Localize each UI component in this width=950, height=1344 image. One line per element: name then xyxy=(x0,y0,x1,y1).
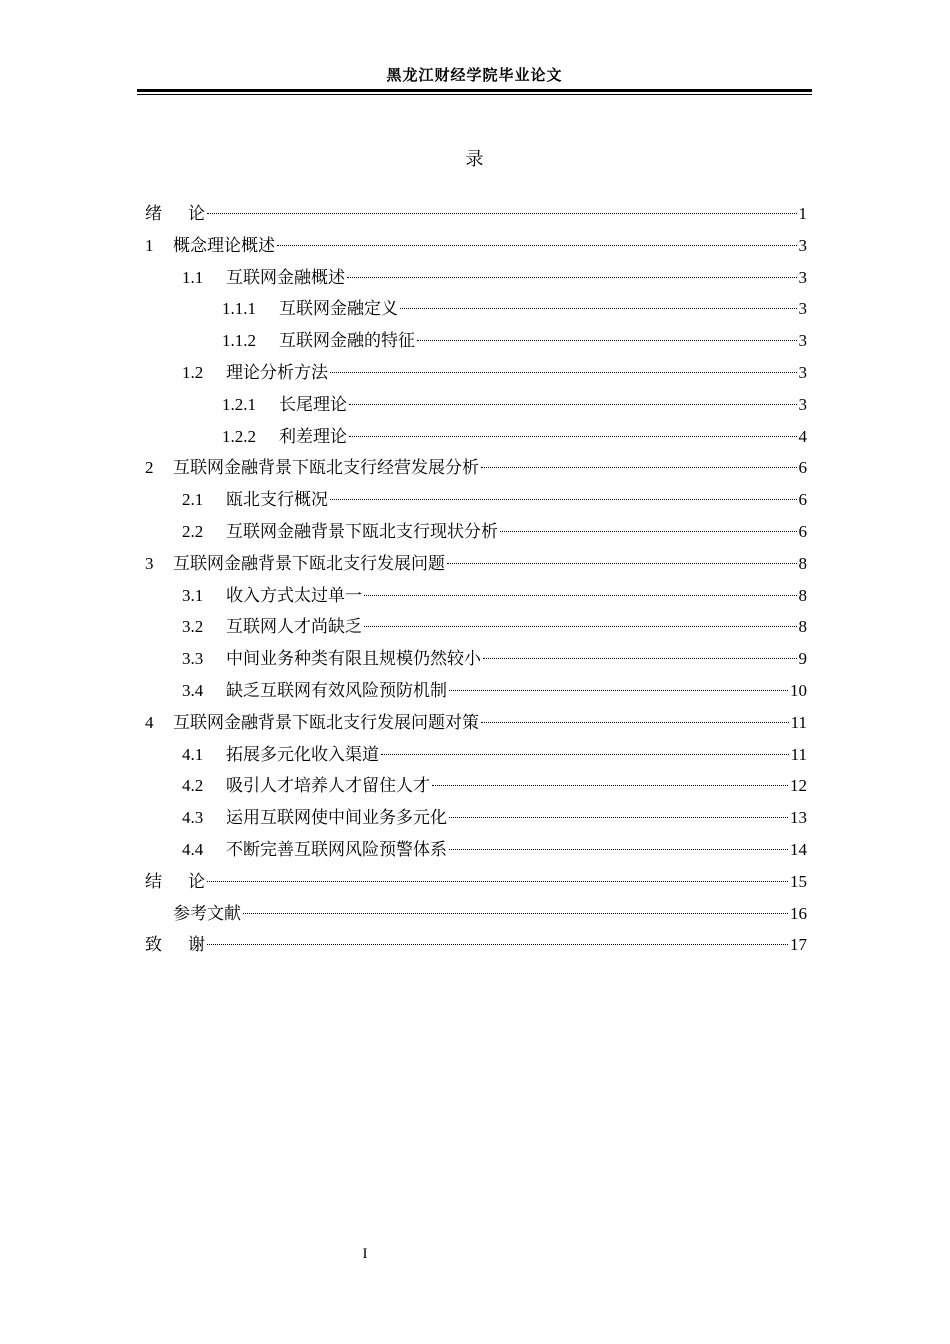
toc-entry-title: 概念理论概述 xyxy=(173,235,275,256)
toc-dot-leader xyxy=(400,308,797,309)
page-number: I xyxy=(362,1246,368,1262)
toc-entry[interactable] xyxy=(145,389,807,421)
toc-entry[interactable] xyxy=(145,643,807,675)
header-rule-thick xyxy=(137,89,812,92)
toc-dot-leader xyxy=(481,722,789,723)
toc-entry[interactable] xyxy=(145,611,807,643)
toc-entry[interactable] xyxy=(145,770,807,802)
toc-dot-leader xyxy=(277,245,797,246)
toc-dot-leader xyxy=(364,626,797,627)
toc-entry-page: 12 xyxy=(790,776,807,796)
toc-entry[interactable] xyxy=(145,452,807,484)
toc-entry-title: 互联网金融定义 xyxy=(279,299,398,320)
toc-entry[interactable] xyxy=(145,675,807,707)
toc-dot-leader xyxy=(449,849,788,850)
toc-entry-page: 6 xyxy=(798,490,807,510)
toc-entry-title: 收入方式太过单一 xyxy=(226,585,362,606)
toc-entry[interactable] xyxy=(145,834,807,866)
toc-entry-page: 3 xyxy=(798,362,807,382)
toc-entry-number: 4.1 xyxy=(182,744,204,764)
toc-dot-leader xyxy=(207,944,788,945)
toc-entry-title: 长尾理论 xyxy=(279,394,347,415)
toc-entry-title: 互联网人才尚缺乏 xyxy=(226,617,362,638)
toc-dot-leader xyxy=(381,754,789,755)
toc-entry-number: 3.4 xyxy=(182,680,204,700)
toc-entry[interactable] xyxy=(145,707,807,739)
toc-entry-number: 3.3 xyxy=(182,649,204,669)
toc-dot-leader xyxy=(483,658,797,659)
toc-dot-leader xyxy=(481,467,797,468)
toc-entry-number: 2 xyxy=(145,458,154,478)
toc-entry-title: 致谢 xyxy=(145,935,231,956)
toc-entry[interactable] xyxy=(145,866,807,898)
toc-entry-title: 利差理论 xyxy=(279,426,347,447)
toc-dot-leader xyxy=(417,340,797,341)
running-header: 黑龙江财经学院毕业论文 xyxy=(386,66,563,84)
toc-entry-number: 2.2 xyxy=(182,521,204,541)
toc-dot-leader xyxy=(449,690,788,691)
toc-entry-page: 8 xyxy=(798,585,807,605)
toc-entry-page: 3 xyxy=(798,331,807,351)
toc-entry[interactable] xyxy=(145,293,807,325)
toc-entry-page: 17 xyxy=(790,935,807,955)
toc-entry-page: 15 xyxy=(790,871,807,891)
toc-entry[interactable] xyxy=(145,262,807,294)
toc-entry-title: 吸引人才培养人才留住人才 xyxy=(226,776,430,797)
toc-entry-page: 6 xyxy=(798,458,807,478)
toc-entry-page: 3 xyxy=(798,299,807,319)
toc-entry[interactable] xyxy=(145,484,807,516)
toc-dot-leader xyxy=(364,595,797,596)
toc-entry-title: 结论 xyxy=(145,871,231,892)
toc-entry-page: 14 xyxy=(790,839,807,859)
toc-dot-leader xyxy=(207,881,788,882)
toc-dot-leader xyxy=(432,785,788,786)
toc-entry-number: 2.1 xyxy=(182,490,204,510)
toc-entry-number: 4.3 xyxy=(182,808,204,828)
toc-entry-page: 10 xyxy=(790,680,807,700)
toc-entry-title: 互联网金融背景下瓯北支行现状分析 xyxy=(226,521,498,542)
toc-entry-page: 4 xyxy=(798,426,807,446)
toc-dot-leader xyxy=(330,499,797,500)
toc-entry-page: 3 xyxy=(798,267,807,287)
toc-entry-page: 6 xyxy=(798,521,807,541)
toc-entry-number: 4.2 xyxy=(182,776,204,796)
toc-entry-title: 参考文献 xyxy=(173,903,241,924)
toc-entry-title: 不断完善互联网风险预警体系 xyxy=(226,839,447,860)
toc-entry-number: 3.1 xyxy=(182,585,204,605)
toc-entry-number: 1.2 xyxy=(182,362,204,382)
toc-entry-title: 运用互联网使中间业务多元化 xyxy=(226,808,447,829)
toc-entry-title: 理论分析方法 xyxy=(226,362,328,383)
header-rule-thin xyxy=(137,94,812,95)
toc-entry-title: 互联网金融概述 xyxy=(226,267,345,288)
toc-entry-page: 13 xyxy=(790,808,807,828)
toc-entry-page: 11 xyxy=(790,744,807,764)
toc-dot-leader xyxy=(447,563,797,564)
table-of-contents xyxy=(145,198,807,961)
toc-entry-page: 8 xyxy=(798,553,807,573)
toc-entry-number: 1.2.1 xyxy=(222,394,256,414)
toc-entry[interactable] xyxy=(145,325,807,357)
toc-dot-leader xyxy=(349,436,797,437)
toc-entry-number: 1.2.2 xyxy=(222,426,256,446)
toc-entry[interactable] xyxy=(145,739,807,771)
toc-entry-number: 1 xyxy=(145,235,154,255)
toc-dot-leader xyxy=(347,277,797,278)
toc-entry-page: 3 xyxy=(798,394,807,414)
toc-dot-leader xyxy=(207,213,797,214)
toc-entry-number: 4.4 xyxy=(182,839,204,859)
toc-entry-page: 1 xyxy=(798,204,807,223)
toc-entry-page: 11 xyxy=(790,712,807,732)
toc-entry-page: 8 xyxy=(798,617,807,637)
toc-entry-title: 互联网金融的特征 xyxy=(279,331,415,352)
toc-entry-title: 瓯北支行概况 xyxy=(226,490,328,511)
toc-entry-page: 9 xyxy=(798,649,807,669)
toc-entry-title: 绪论 xyxy=(145,204,231,224)
toc-entry-title: 互联网金融背景下瓯北支行发展问题 xyxy=(173,553,445,574)
toc-entry[interactable] xyxy=(145,548,807,580)
toc-entry-title: 互联网金融背景下瓯北支行发展问题对策 xyxy=(173,712,479,733)
toc-dot-leader xyxy=(449,817,788,818)
toc-entry[interactable] xyxy=(145,421,807,453)
toc-title: 录 xyxy=(465,149,484,170)
toc-entry-title: 拓展多元化收入渠道 xyxy=(226,744,379,765)
toc-entry[interactable] xyxy=(145,357,807,389)
toc-entry[interactable] xyxy=(145,230,807,262)
toc-entry-number: 1.1.1 xyxy=(222,299,256,319)
toc-entry[interactable] xyxy=(145,516,807,548)
toc-entry-page: 3 xyxy=(798,235,807,255)
toc-dot-leader xyxy=(500,531,797,532)
toc-entry-number: 4 xyxy=(145,712,154,732)
toc-entry-title: 缺乏互联网有效风险预防机制 xyxy=(226,680,447,701)
toc-entry[interactable] xyxy=(145,198,807,230)
toc-entry[interactable] xyxy=(145,929,807,961)
toc-entry-title: 中间业务种类有限且规模仍然较小 xyxy=(226,649,481,670)
toc-entry[interactable] xyxy=(145,802,807,834)
toc-dot-leader xyxy=(243,913,788,914)
toc-entry-page: 16 xyxy=(790,903,807,923)
toc-entry[interactable] xyxy=(145,898,807,930)
toc-entry[interactable] xyxy=(145,580,807,612)
toc-entry-number: 3.2 xyxy=(182,617,204,637)
toc-entry-number: 1.1.2 xyxy=(222,331,256,351)
toc-entry-number: 1.1 xyxy=(182,267,204,287)
toc-entry-title: 互联网金融背景下瓯北支行经营发展分析 xyxy=(173,458,479,479)
toc-dot-leader xyxy=(330,372,797,373)
toc-dot-leader xyxy=(349,404,797,405)
toc-entry-number: 3 xyxy=(145,553,154,573)
